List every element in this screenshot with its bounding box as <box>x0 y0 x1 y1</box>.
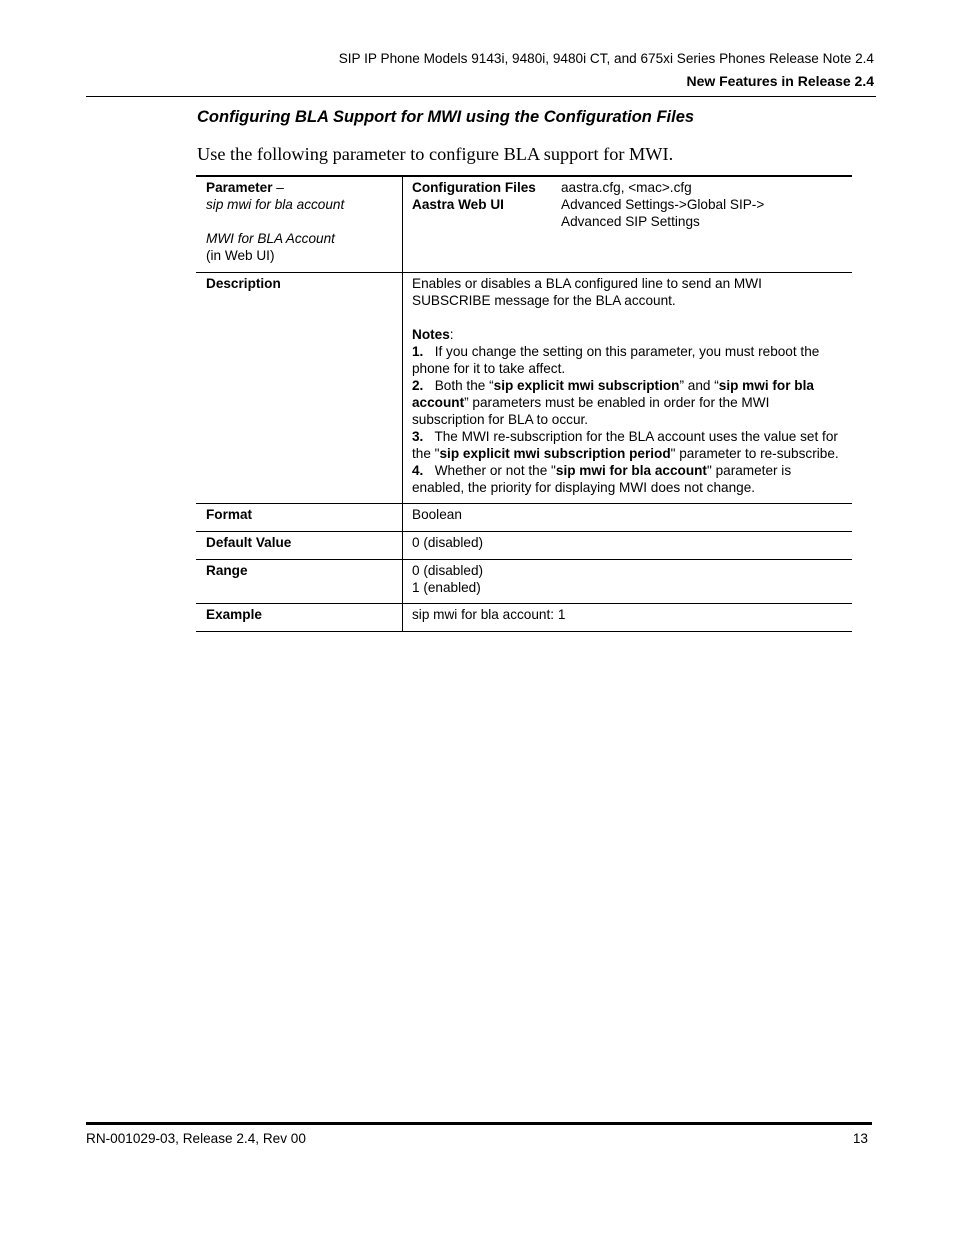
parameter-webui-note: (in Web UI) <box>206 248 275 263</box>
default-value-value: 0 (disabled) <box>412 535 484 550</box>
note-3: 3. The MWI re-subscription for the BLA account uses the value set for the "sip explicit mwi subscription period" parameter to re-subscribe. <box>412 429 839 461</box>
parameter-label-cell <box>196 176 403 273</box>
header-divider <box>86 96 876 97</box>
intro-paragraph: Use the following parameter to configure BLA support for MWI. <box>197 144 674 164</box>
footer-doc-id: RN-001029-03, Release 2.4, Rev 00 <box>86 1131 306 1146</box>
parameter-dash: – <box>272 180 284 195</box>
config-files-value: aastra.cfg, <mac>.cfg <box>561 180 692 195</box>
parameter-webui-name: MWI for BLA Account <box>206 231 335 246</box>
parameter-value-cell <box>403 176 853 273</box>
config-files-label: Configuration Files <box>412 180 536 195</box>
table-row-format <box>196 504 852 532</box>
table-row-default-value <box>196 532 852 560</box>
web-ui-label: Aastra Web UI <box>412 197 504 212</box>
description-label: Description <box>206 276 281 291</box>
table-row-parameter <box>196 176 852 273</box>
running-header-subtitle: New Features in Release 2.4 <box>686 73 874 89</box>
range-value-2: 1 (enabled) <box>412 580 481 595</box>
range-label: Range <box>206 563 248 578</box>
parameter-config-name: sip mwi for bla account <box>206 197 345 212</box>
parameter-label: Parameter <box>206 180 273 195</box>
example-value: sip mwi for bla account: 1 <box>412 607 566 622</box>
web-ui-value-line1: Advanced Settings->Global SIP-> <box>561 197 765 212</box>
default-value-label: Default Value <box>206 535 292 550</box>
table-row-description <box>196 273 852 504</box>
note-4: 4. Whether or not the "sip mwi for bla account" parameter is enabled, the priority for displaying MWI does not change. <box>412 463 792 495</box>
section-title: Configuring BLA Support for MWI using the Configuration Files <box>197 108 695 126</box>
note-1: 1. If you change the setting on this parameter, you must reboot the phone for it to take affect. <box>412 344 820 376</box>
note-2: 2. Both the “sip explicit mwi subscription” and “sip mwi for bla account” parameters must be enabled in order for the MWI subscription for BLA to occur. <box>412 378 814 427</box>
description-text: Enables or disables a BLA configured line to send an MWI SUBSCRIBE message for the BLA account. <box>412 276 762 308</box>
format-label: Format <box>206 507 253 522</box>
range-value-1: 0 (disabled) <box>412 563 484 578</box>
format-value: Boolean <box>412 507 462 522</box>
example-label: Example <box>206 607 262 622</box>
parameter-table <box>196 175 852 632</box>
footer-divider <box>86 1122 872 1125</box>
running-header-title: SIP IP Phone Models 9143i, 9480i, 9480i CT, and 675xi Series Phones Release Note 2.4 <box>338 51 874 66</box>
web-ui-value-line2: Advanced SIP Settings <box>561 214 700 229</box>
notes-heading: Notes: <box>412 327 454 342</box>
table-row-example <box>196 604 852 632</box>
page-number: 13 <box>852 1131 868 1146</box>
table-row-range <box>196 560 852 604</box>
